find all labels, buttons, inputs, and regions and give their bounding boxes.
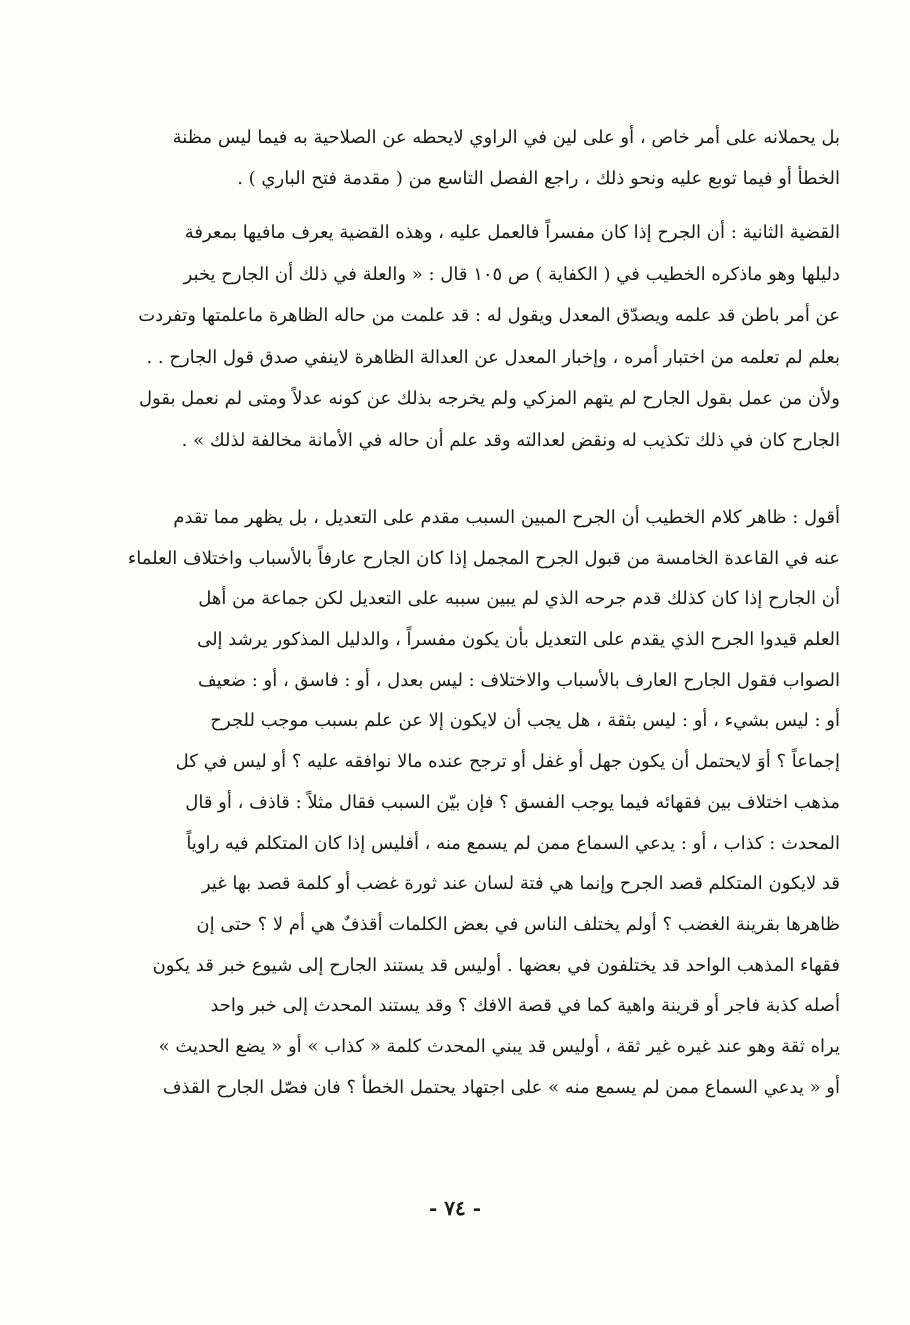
text-line: عن أمر باطن قد علمه ويصدّق المعدل ويقول له : قد علمت من حاله الظاهرة ماعلمتها وتفردت [138,305,840,326]
text-line: فقهاء المذهب الواحد قد يختلفون في بعضها . أوليس قد يستند الجارح إلى شيوع خبر قد يكون [152,954,840,976]
text-line: يراه ثقة وهو عند غيره غير ثقة ، أوليس قد يبني المحدث كلمة « كذاب » أو « يضع الحديث » [158,1035,840,1057]
text-line: العلم قيدوا الجرح الذي يقدم على التعديل بأن يكون مفسراً ، والدليل المذكور يرشد إلى [197,629,840,651]
text-line: ظاهرها بقرينة الغضب ؟ أولم يختلف الناس في بعض الكلمات أقذفٌ هي أم لا ؟ حتى إن [196,913,840,935]
text-line: بل يحملانه على أمر خاص ، أو على لين في الراوي لايحطه عن الصلاحية به فيما ليس مظنة [172,127,840,148]
text-line: أصله كذبة فاجر أو قرينة واهية كما في قصة الافك ؟ وقد يستند المحدث إلى خبر واحد [210,995,840,1017]
paragraph-second-issue [70,212,840,461]
text-line: الجارح كان في ذلك تكذيب له ونقض لعدالته وقد علم أن حاله في الأمانة مخالفة لذلك » . [181,429,840,451]
text-line: قد لايكون المتكلم قصد الجرح وإنما هي فتة لسان عند ثورة غضب أو كلمة قصد بها غير [201,873,840,895]
text-line: أقول : ظاهر كلام الخطيب أن الجرح المبين السبب مقدم على التعديل ، بل يظهر مما تقدم [173,507,840,528]
page-number: - ٧٤ - [428,1196,481,1220]
text-line: ولأن من عمل بقول الجارح لم يتهم المزكي ولم يخرجه بذلك عن كونه عدلاً ومتى لم نعمل بقول [138,388,840,409]
text-line: المحدث : كذاب ، أو : يدعي السماع ممن لم يسمع منه ، أفليس إذا كان المتكلم فيه راوياً [186,832,840,854]
paragraph-author-comment [70,498,840,1108]
text-line: دليلها وهو ماذكره الخطيب في ( الكفاية ) ص ١٠٥ قال : « والعلة في ذلك أن الجارح يخبر [183,263,840,285]
text-line: عنه في القاعدة الخامسة من قبول الجرح المجمل إذا كان الجارح عارفاً بالأسباب واختلاف العلماء [127,547,840,569]
text-line: مذهب اختلاف بين فقهائه فيما يوجب الفسق ؟ فإن بيّن السبب فقال مثلاً : قاذف ، أو قال [185,791,840,813]
text-line: القضية الثانية : أن الجرح إذا كان مفسراً فالعمل عليه ، وهذه القضية يعرف مافيها بمعرفة [184,222,840,243]
text-line: الصواب فقول الجارح العارف بالأسباب والاختلاف : ليس بعدل ، أو : فاسق ، أو : ضعيف [198,669,840,691]
text-line: الخطأ أو فيما توبع عليه ونحو ذلك ، راجع الفصل التاسع من ( مقدمة فتح الباري ) . [237,167,840,189]
text-line: أن الجارح إذا كان كذلك قدم جرحه الذي لم يبين سببه على التعديل لكن جماعة من أهل [198,588,840,610]
text-line: أو « يدعي السماع ممن لم يسمع منه » على اجتهاد يحتمل الخطأ ؟ فان فصّل الجارح القذف [162,1076,840,1098]
text-line: بعلم لم تعلمه من اختبار أمره ، وإخبار المعدل عن العدالة الظاهرة لاينفي صدق قول الجارح . . [146,346,840,368]
paragraph-continuation [70,118,840,199]
text-line: أو : ليس بشيء ، أو : ليس بثقة ، هل يجب أن لايكون إلا عن علم بسبب موجب للجرح [210,710,840,732]
text-line: إجماعاً ؟ أوَ لايحتمل أن يكون جهل أو غفل أو ترجح عنده مالا نوافقه عليه ؟ أو ليس في كل [175,751,840,773]
